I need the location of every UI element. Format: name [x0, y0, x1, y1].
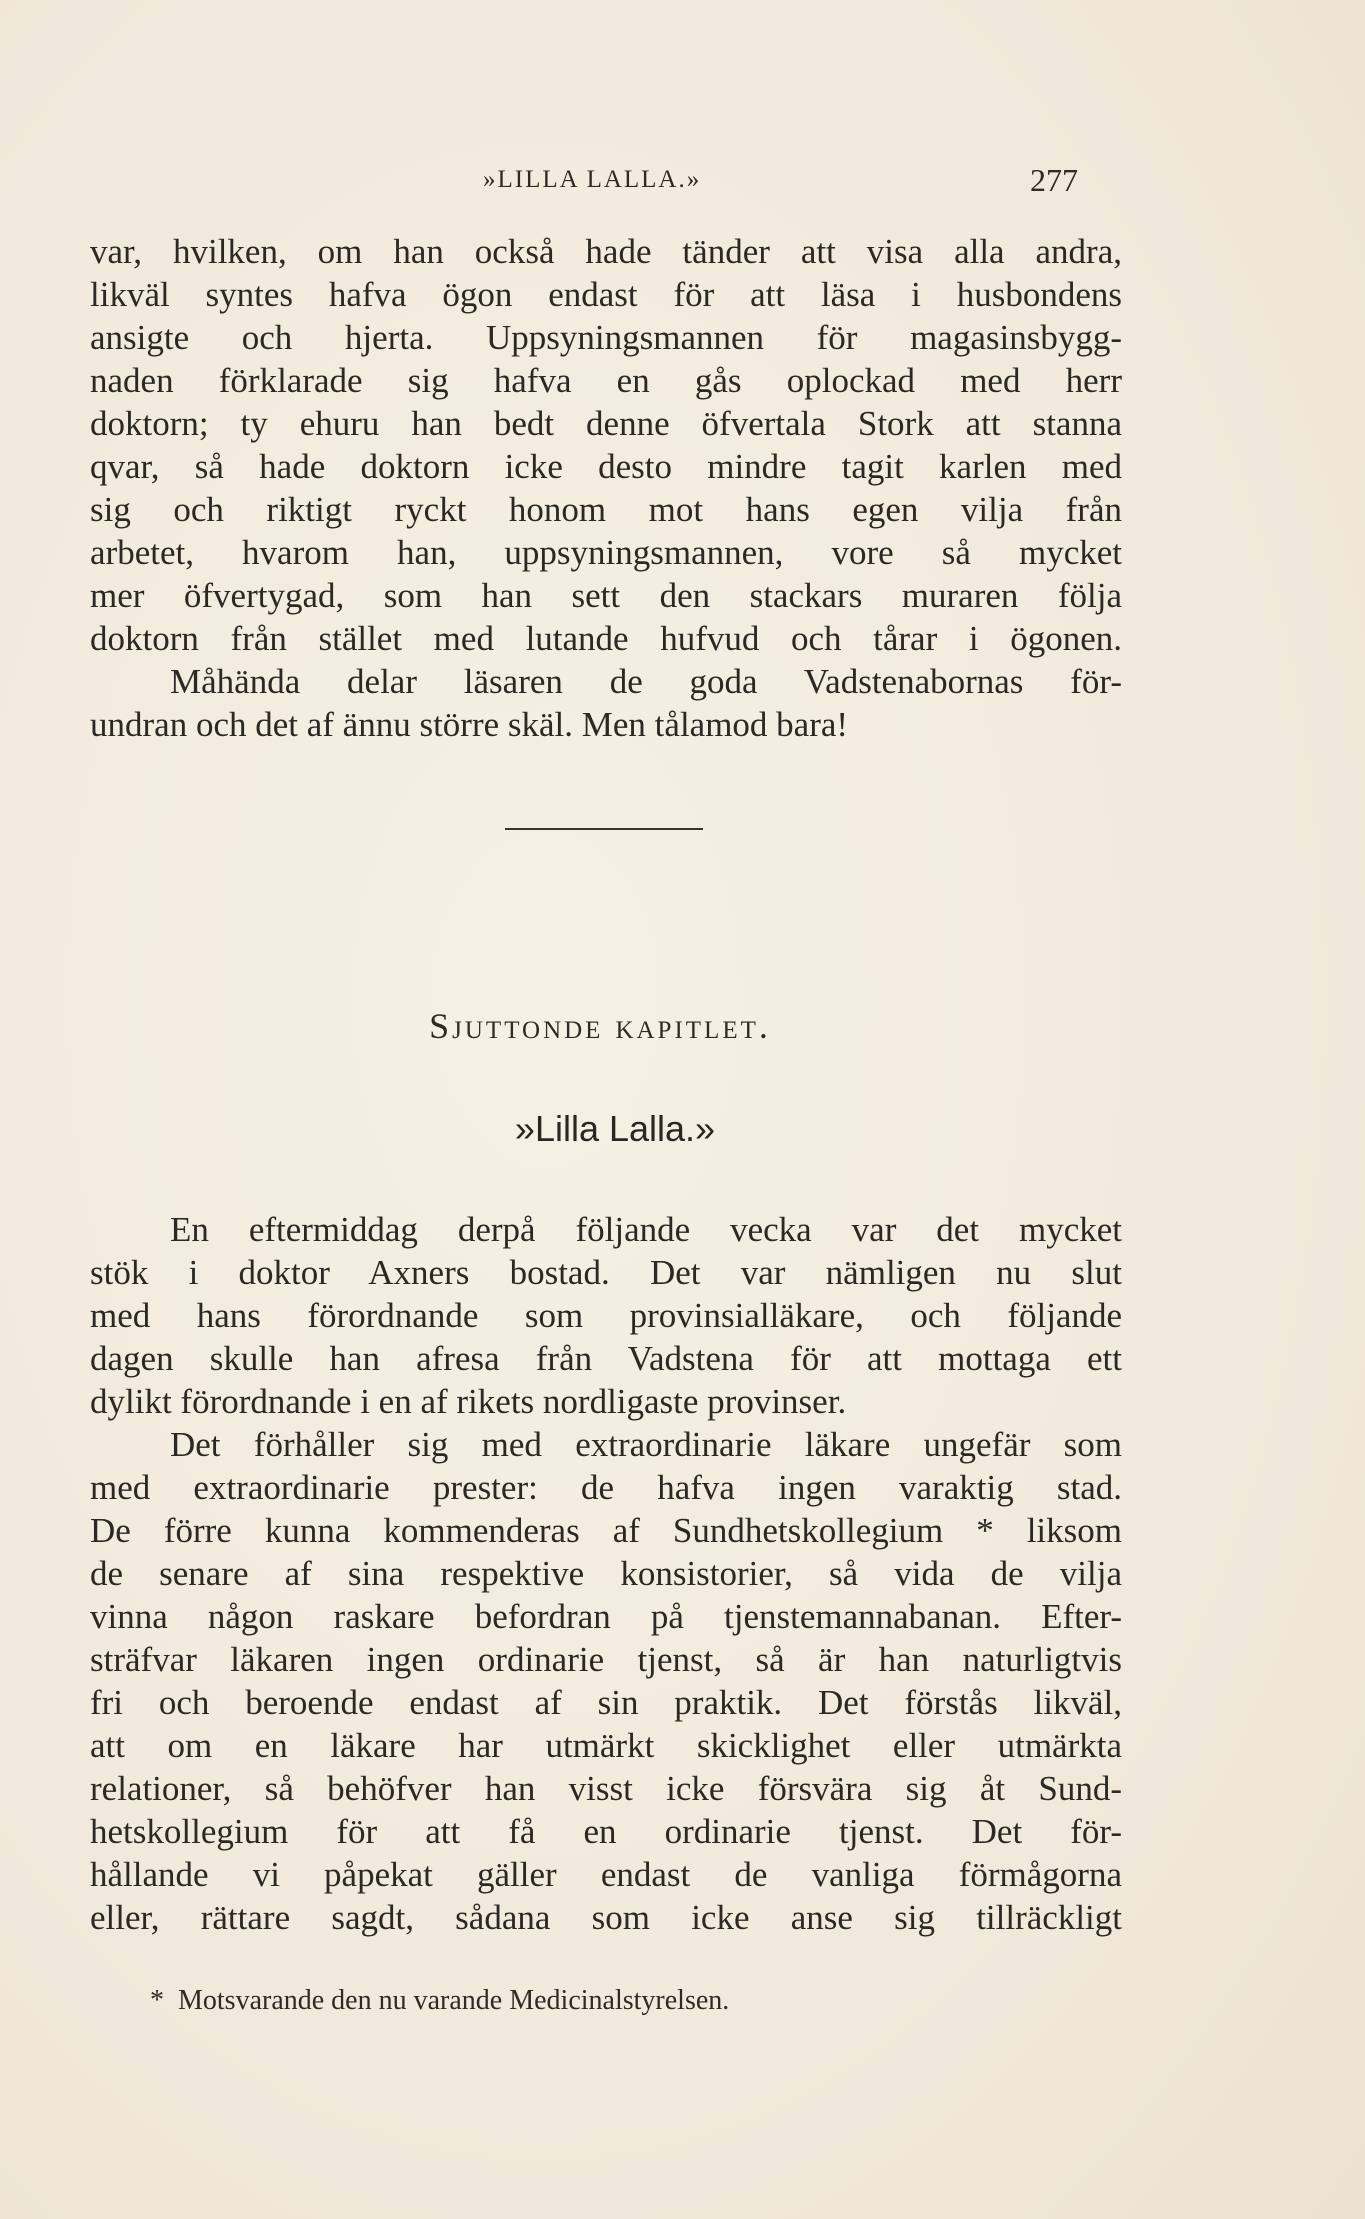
- text-line: dylikt förordnande i en af rikets nordligaste provinser.: [90, 1382, 847, 1421]
- text-line: eller, rättare sagdt, sådana som icke anse sig tillräckligt: [90, 1898, 1122, 1937]
- chapter-title: »Lilla Lalla.»: [514, 1108, 716, 1149]
- text-line: Måhända delar läsaren de goda Vadstenabornas för-: [170, 662, 1122, 701]
- text-line: arbetet, hvarom han, uppsyningsmannen, vore så mycket: [90, 533, 1122, 572]
- text-line: relationer, så behöfver han visst icke försvära sig åt Sund-: [90, 1769, 1122, 1808]
- text-line: En eftermiddag derpå följande vecka var det mycket: [170, 1210, 1122, 1249]
- footnote-mark: *: [150, 1985, 164, 2016]
- chapter-body: [90, 1208, 1122, 1939]
- text-line: Det förhåller sig med extraordinarie läkare ungefär som: [170, 1425, 1122, 1464]
- text-line: att om en läkare har utmärkt skicklighet eller utmärkta: [90, 1726, 1122, 1765]
- text-line: dagen skulle han afresa från Vadstena för att mottaga ett: [90, 1339, 1122, 1378]
- text-line: likväl syntes hafva ögon endast för att läsa i husbondens: [90, 275, 1122, 314]
- running-title: »LILLA LALLA.»: [483, 166, 702, 193]
- text-line: naden förklarade sig hafva en gås oplockad med herr: [90, 361, 1122, 400]
- text-line: med extraordinarie prester: de hafva ingen varaktig stad.: [90, 1468, 1122, 1507]
- text-line: De förre kunna kommenderas af Sundhetskollegium * liksom: [90, 1511, 1122, 1550]
- page-number: 277: [1030, 162, 1078, 198]
- chapter-heading: Sjuttonde kapitlet.: [429, 1006, 771, 1046]
- text-line: mer öfvertygad, som han sett den stackars muraren följa: [90, 576, 1122, 615]
- running-head: [0, 162, 1365, 202]
- text-line: sträfvar läkaren ingen ordinarie tjenst, så är han naturligtvis: [90, 1640, 1122, 1679]
- text-line: hetskollegium för att få en ordinarie tjenst. Det för-: [90, 1812, 1122, 1851]
- text-line: ansigte och hjerta. Uppsyningsmannen för magasinsbygg-: [90, 318, 1122, 357]
- footnote-text: Motsvarande den nu varande Medicinalstyrelsen.: [178, 1985, 730, 2016]
- text-line: doktorn från stället med lutande hufvud och tårar i ögonen.: [90, 619, 1122, 658]
- text-line: sig och riktigt ryckt honom mot hans egen vilja från: [90, 490, 1122, 529]
- text-line: fri och beroende endast af sin praktik. Det förstås likväl,: [90, 1683, 1122, 1722]
- text-line: stök i doktor Axners bostad. Det var nämligen nu slut: [90, 1253, 1122, 1292]
- footnote: [150, 1985, 729, 2017]
- text-line: hållande vi påpekat gäller endast de vanliga förmågorna: [90, 1855, 1122, 1894]
- text-line: qvar, så hade doktorn icke desto mindre tagit karlen med: [90, 447, 1122, 486]
- text-line: vinna någon raskare befordran på tjenstemannabanan. Efter-: [90, 1597, 1122, 1636]
- text-line: var, hvilken, om han också hade tänder att visa alla andra,: [90, 232, 1122, 271]
- text-line: de senare af sina respektive konsistorier, så vida de vilja: [90, 1554, 1122, 1593]
- text-line: med hans förordnande som provinsialläkare, och följande: [90, 1296, 1122, 1335]
- continued-paragraph: [90, 230, 1122, 746]
- text-line: undran och det af ännu större skäl. Men tålamod bara!: [90, 705, 849, 744]
- text-line: doktorn; ty ehuru han bedt denne öfvertala Stork att stanna: [90, 404, 1122, 443]
- section-divider: [505, 828, 703, 830]
